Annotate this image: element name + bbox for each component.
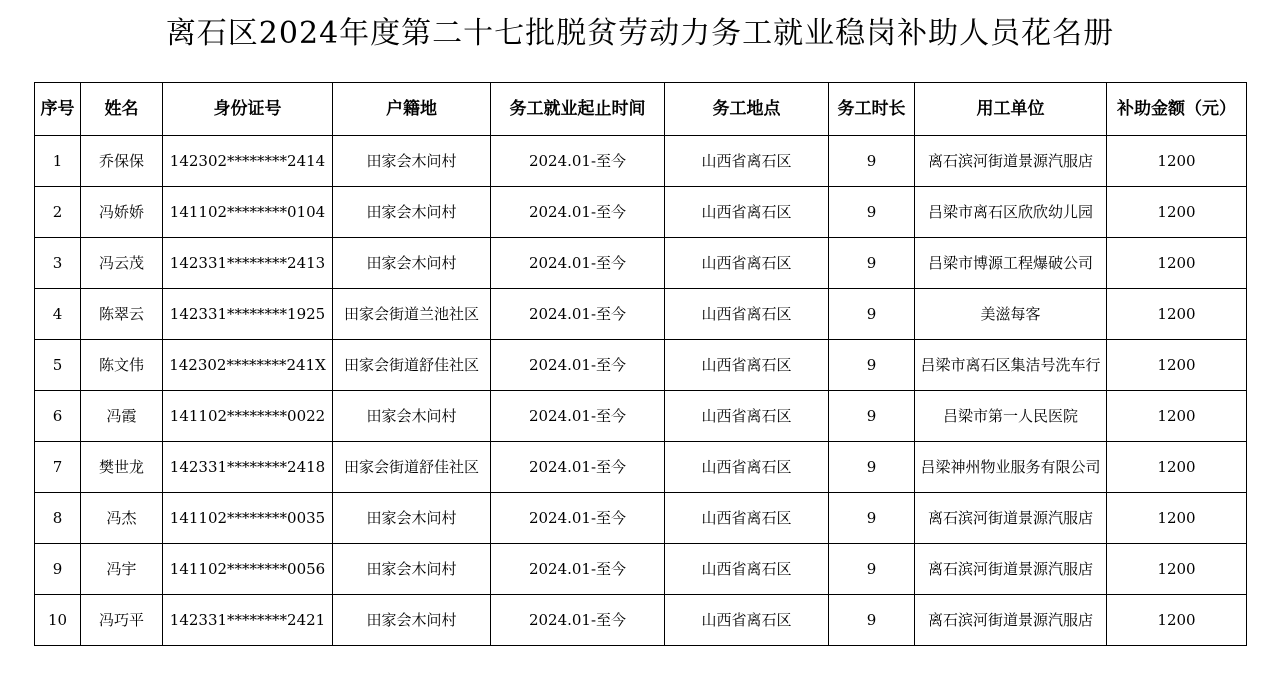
cell-seq: 3 <box>35 238 81 289</box>
cell-duration: 9 <box>829 238 915 289</box>
cell-id-number: 142302********2414 <box>163 136 333 187</box>
cell-amount: 1200 <box>1107 289 1247 340</box>
cell-household: 田家会木问村 <box>333 238 491 289</box>
cell-duration: 9 <box>829 289 915 340</box>
table-row <box>35 289 1247 340</box>
cell-duration: 9 <box>829 340 915 391</box>
cell-period: 2024.01-至今 <box>491 289 665 340</box>
table-row <box>35 238 1247 289</box>
cell-location: 山西省离石区 <box>665 289 829 340</box>
cell-duration: 9 <box>829 187 915 238</box>
cell-period: 2024.01-至今 <box>491 340 665 391</box>
cell-duration: 9 <box>829 391 915 442</box>
cell-employer: 离石滨河街道景源汽服店 <box>915 136 1107 187</box>
cell-id-number: 142302********241X <box>163 340 333 391</box>
cell-period: 2024.01-至今 <box>491 493 665 544</box>
header-name: 姓名 <box>81 83 163 136</box>
cell-name: 冯巧平 <box>81 595 163 646</box>
cell-amount: 1200 <box>1107 136 1247 187</box>
cell-id-number: 142331********2418 <box>163 442 333 493</box>
cell-seq: 1 <box>35 136 81 187</box>
cell-name: 冯云茂 <box>81 238 163 289</box>
cell-seq: 4 <box>35 289 81 340</box>
cell-duration: 9 <box>829 493 915 544</box>
cell-location: 山西省离石区 <box>665 340 829 391</box>
cell-employer: 美滋每客 <box>915 289 1107 340</box>
cell-amount: 1200 <box>1107 544 1247 595</box>
cell-seq: 7 <box>35 442 81 493</box>
cell-seq: 2 <box>35 187 81 238</box>
cell-id-number: 142331********2413 <box>163 238 333 289</box>
cell-name: 冯霞 <box>81 391 163 442</box>
cell-id-number: 141102********0104 <box>163 187 333 238</box>
cell-period: 2024.01-至今 <box>491 187 665 238</box>
cell-amount: 1200 <box>1107 187 1247 238</box>
cell-employer: 离石滨河街道景源汽服店 <box>915 595 1107 646</box>
cell-employer: 离石滨河街道景源汽服店 <box>915 544 1107 595</box>
cell-employer: 吕梁市博源工程爆破公司 <box>915 238 1107 289</box>
cell-id-number: 142331********1925 <box>163 289 333 340</box>
table-row <box>35 136 1247 187</box>
cell-duration: 9 <box>829 595 915 646</box>
cell-name: 冯娇娇 <box>81 187 163 238</box>
cell-amount: 1200 <box>1107 340 1247 391</box>
cell-seq: 10 <box>35 595 81 646</box>
cell-id-number: 141102********0035 <box>163 493 333 544</box>
cell-household: 田家会街道舒佳社区 <box>333 340 491 391</box>
cell-employer: 吕梁市第一人民医院 <box>915 391 1107 442</box>
table-row <box>35 187 1247 238</box>
header-employer: 用工单位 <box>915 83 1107 136</box>
cell-location: 山西省离石区 <box>665 391 829 442</box>
table-row <box>35 391 1247 442</box>
cell-period: 2024.01-至今 <box>491 238 665 289</box>
cell-location: 山西省离石区 <box>665 595 829 646</box>
header-amount: 补助金额（元） <box>1107 83 1247 136</box>
header-period: 务工就业起止时间 <box>491 83 665 136</box>
cell-amount: 1200 <box>1107 595 1247 646</box>
table-row <box>35 595 1247 646</box>
cell-period: 2024.01-至今 <box>491 136 665 187</box>
cell-period: 2024.01-至今 <box>491 391 665 442</box>
cell-period: 2024.01-至今 <box>491 442 665 493</box>
cell-period: 2024.01-至今 <box>491 544 665 595</box>
header-household: 户籍地 <box>333 83 491 136</box>
table-row <box>35 493 1247 544</box>
cell-period: 2024.01-至今 <box>491 595 665 646</box>
cell-location: 山西省离石区 <box>665 442 829 493</box>
cell-id-number: 141102********0056 <box>163 544 333 595</box>
cell-seq: 9 <box>35 544 81 595</box>
cell-household: 田家会木问村 <box>333 187 491 238</box>
cell-amount: 1200 <box>1107 391 1247 442</box>
cell-amount: 1200 <box>1107 442 1247 493</box>
cell-household: 田家会木问村 <box>333 493 491 544</box>
cell-household: 田家会街道舒佳社区 <box>333 442 491 493</box>
cell-location: 山西省离石区 <box>665 136 829 187</box>
header-location: 务工地点 <box>665 83 829 136</box>
cell-name: 陈翠云 <box>81 289 163 340</box>
cell-name: 陈文伟 <box>81 340 163 391</box>
table-row <box>35 442 1247 493</box>
cell-employer: 吕梁市离石区欣欣幼儿园 <box>915 187 1107 238</box>
table-row <box>35 340 1247 391</box>
cell-name: 冯杰 <box>81 493 163 544</box>
cell-name: 樊世龙 <box>81 442 163 493</box>
cell-employer: 吕梁市离石区集洁号洗车行 <box>915 340 1107 391</box>
cell-household: 田家会木问村 <box>333 391 491 442</box>
cell-amount: 1200 <box>1107 238 1247 289</box>
cell-household: 田家会木问村 <box>333 136 491 187</box>
header-row <box>35 83 1247 136</box>
cell-id-number: 142331********2421 <box>163 595 333 646</box>
roster-table <box>34 82 1247 646</box>
roster-body <box>35 136 1247 646</box>
header-seq: 序号 <box>35 83 81 136</box>
cell-amount: 1200 <box>1107 493 1247 544</box>
cell-seq: 8 <box>35 493 81 544</box>
cell-household: 田家会木问村 <box>333 595 491 646</box>
cell-duration: 9 <box>829 544 915 595</box>
cell-employer: 离石滨河街道景源汽服店 <box>915 493 1107 544</box>
cell-duration: 9 <box>829 442 915 493</box>
header-id-number: 身份证号 <box>163 83 333 136</box>
cell-id-number: 141102********0022 <box>163 391 333 442</box>
cell-location: 山西省离石区 <box>665 493 829 544</box>
cell-location: 山西省离石区 <box>665 238 829 289</box>
header-duration: 务工时长 <box>829 83 915 136</box>
cell-location: 山西省离石区 <box>665 187 829 238</box>
cell-location: 山西省离石区 <box>665 544 829 595</box>
cell-seq: 5 <box>35 340 81 391</box>
cell-household: 田家会街道兰池社区 <box>333 289 491 340</box>
cell-seq: 6 <box>35 391 81 442</box>
cell-employer: 吕梁神州物业服务有限公司 <box>915 442 1107 493</box>
cell-name: 冯宇 <box>81 544 163 595</box>
page-title: 离石区2024年度第二十七批脱贫劳动力务工就业稳岗补助人员花名册 <box>165 16 1115 51</box>
cell-name: 乔保保 <box>81 136 163 187</box>
table-row <box>35 544 1247 595</box>
cell-duration: 9 <box>829 136 915 187</box>
cell-household: 田家会木问村 <box>333 544 491 595</box>
